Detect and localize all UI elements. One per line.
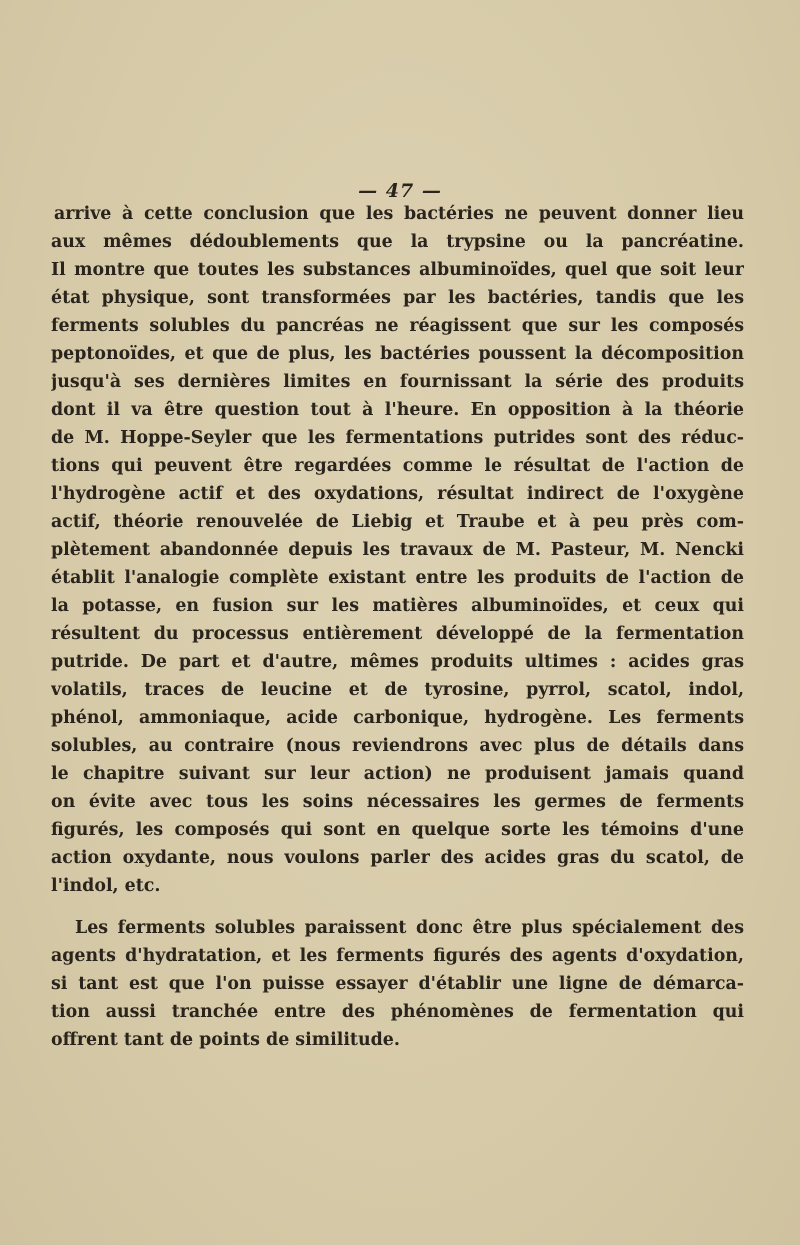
text-line: putride. De part et d'autre, mêmes produits ultimes : acides gras: [51, 652, 744, 672]
text-line: arrive à cette conclusion que les bactéries ne peuvent donner lieu: [54, 204, 744, 224]
text-line: solubles, au contraire (nous reviendrons avec plus de détails dans: [51, 736, 744, 756]
text-line: phénol, ammoniaque, acide carbonique, hydrogène. Les ferments: [51, 708, 744, 728]
text-line: l'hydrogène actif et des oxydations, résultat indirect de l'oxygène: [51, 484, 744, 504]
text-line: tions qui peuvent être regardées comme le résultat de l'action de: [51, 456, 744, 476]
text-line: établit l'analogie complète existant entre les produits de l'action de: [51, 568, 744, 588]
text-line: dont il va être question tout à l'heure. En opposition à la théorie: [51, 400, 744, 420]
text-line: peptonoïdes, et que de plus, les bactéries poussent la décomposition: [51, 344, 744, 364]
page-number: — 47 —: [358, 180, 442, 202]
text-line: Les ferments solubles paraissent donc être plus spécialement des: [75, 918, 744, 938]
text-line: action oxydante, nous voulons parler des acides gras du scatol, de: [51, 848, 744, 868]
paragraph-2: [51, 914, 744, 1054]
text-line: de M. Hoppe-Seyler que les fermentations putrides sont des réduc-: [51, 428, 744, 448]
text-line: actif, théorie renouvelée de Liebig et Traube et à peu près com-: [51, 512, 744, 532]
text-line: la potasse, en fusion sur les matières albuminoïdes, et ceux qui: [51, 596, 744, 616]
text-line: le chapitre suivant sur leur action) ne produisent jamais quand: [51, 764, 744, 784]
text-line: figurés, les composés qui sont en quelque sorte les témoins d'une: [51, 820, 744, 840]
text-line: volatils, traces de leucine et de tyrosine, pyrrol, scatol, indol,: [51, 680, 744, 700]
text-line: Il montre que toutes les substances albuminoïdes, quel que soit leur: [51, 260, 744, 280]
text-line: plètement abandonnée depuis les travaux de M. Pasteur, M. Nencki: [51, 540, 744, 560]
text-line: offrent tant de points de similitude.: [51, 1030, 400, 1050]
text-line: état physique, sont transformées par les bactéries, tandis que les: [51, 288, 744, 308]
text-line: aux mêmes dédoublements que la trypsine ou la pancréatine.: [51, 232, 744, 252]
text-line: ferments solubles du pancréas ne réagissent que sur les composés: [51, 316, 744, 336]
body-text: [51, 200, 744, 1054]
text-line: tion aussi tranchée entre des phénomènes de fermentation qui: [51, 1002, 744, 1022]
text-line: on évite avec tous les soins nécessaires les germes de ferments: [51, 792, 744, 812]
text-line: si tant est que l'on puisse essayer d'établir une ligne de démarca-: [51, 974, 744, 994]
paragraph-1: [51, 200, 744, 900]
text-line: jusqu'à ses dernières limites en fournissant la série des produits: [51, 372, 744, 392]
text-line: l'indol, etc.: [51, 876, 161, 896]
text-line: résultent du processus entièrement développé de la fermentation: [51, 624, 744, 644]
text-line: agents d'hydratation, et les ferments figurés des agents d'oxydation,: [51, 946, 744, 966]
